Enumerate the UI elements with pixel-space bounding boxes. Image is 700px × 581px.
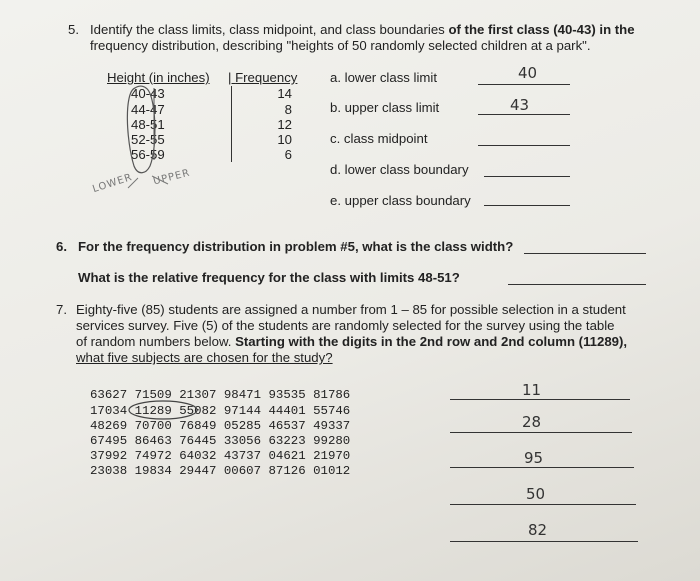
- problem-7-line2: services survey. Five (5) of the students are randomly selected for the survey using the table: [76, 318, 615, 333]
- question-a: a. lower class limit: [330, 70, 437, 85]
- problem-7-line4: what five subjects are chosen for the study?: [76, 350, 333, 365]
- answer-line-width: [524, 253, 646, 254]
- frequency-value: 10: [277, 132, 292, 147]
- answer-line-subject-5: [450, 541, 638, 542]
- class-row: 56-59: [131, 147, 165, 162]
- problem-6-question1: For the frequency distribution in problem #5, what is the class width?: [78, 239, 514, 254]
- problem-6-number: 6.: [56, 239, 67, 254]
- question-e: e. upper class boundary: [330, 193, 471, 208]
- random-table-row: 48269 70700 76849 05285 46537 49337: [90, 419, 351, 433]
- pencil-lower-label: LOWER: [91, 171, 134, 196]
- answer-line-a: [478, 84, 570, 85]
- answer-subject-5: 82: [528, 521, 548, 539]
- table-header-height: Height (in inches): [107, 70, 210, 85]
- table-header-frequency: | Frequency: [228, 70, 298, 85]
- answer-line-subject-1: [450, 399, 630, 400]
- class-row: 44-47: [131, 102, 165, 117]
- frequency-value: 12: [277, 117, 292, 132]
- question-b: b. upper class limit: [330, 100, 440, 115]
- answer-line-subject-4: [450, 504, 636, 505]
- random-table-row: 23038 19834 29447 00607 87126 01012: [90, 464, 351, 478]
- random-table-row: 17034 11289 55082 97144 44401 55746: [90, 404, 351, 418]
- question-d: d. lower class boundary: [330, 162, 469, 177]
- frequency-value: 14: [277, 86, 292, 101]
- answer-line-c: [478, 145, 570, 146]
- problem-5-line2: frequency distribution, describing "heights of 50 randomly selected children at a park".: [90, 38, 591, 53]
- frequency-value: 6: [284, 147, 292, 162]
- problem-5-number: 5.: [68, 22, 79, 37]
- problem-7-number: 7.: [56, 302, 67, 317]
- class-row: 40-43: [131, 86, 165, 101]
- question-c: c. class midpoint: [330, 131, 428, 146]
- pencil-upper-label: UPPER: [152, 167, 192, 188]
- answer-b: 43: [510, 96, 530, 114]
- answer-line-b: [478, 114, 570, 115]
- problem-7-line1: Eighty-five (85) students are assigned a number from 1 – 85 for possible selection in a student: [76, 302, 626, 317]
- frequency-value: 8: [284, 102, 292, 117]
- random-table-row: 67495 86463 76445 33056 63223 99280: [90, 434, 351, 448]
- answer-subject-4: 50: [526, 485, 546, 503]
- answer-line-subject-3: [450, 467, 634, 468]
- problem-7-line3: of random numbers below. Starting with the digits in the 2nd row and 2nd column (11289),: [76, 334, 628, 349]
- answer-subject-2: 28: [522, 413, 542, 431]
- problem-5-line1: Identify the class limits, class midpoint, and class boundaries of the first class (40-43) in the: [90, 22, 635, 37]
- random-table-row: 63627 71509 21307 98471 93535 81786: [90, 388, 351, 402]
- class-row: 52-55: [131, 132, 165, 147]
- answer-line-d: [484, 176, 570, 177]
- answer-line-e: [484, 205, 570, 206]
- problem-6-question2: What is the relative frequency for the class with limits 48-51?: [78, 270, 460, 285]
- answer-line-relfreq: [508, 284, 646, 285]
- answer-line-subject-2: [450, 432, 632, 433]
- answer-subject-3: 95: [524, 449, 544, 467]
- class-row: 48-51: [131, 117, 165, 132]
- random-table-row: 37992 74972 64032 43737 04621 21970: [90, 449, 351, 463]
- answer-a: 40: [518, 64, 538, 82]
- pen-circle-icon: [125, 398, 205, 424]
- table-divider: [231, 86, 232, 162]
- answer-subject-1: 11: [522, 381, 542, 399]
